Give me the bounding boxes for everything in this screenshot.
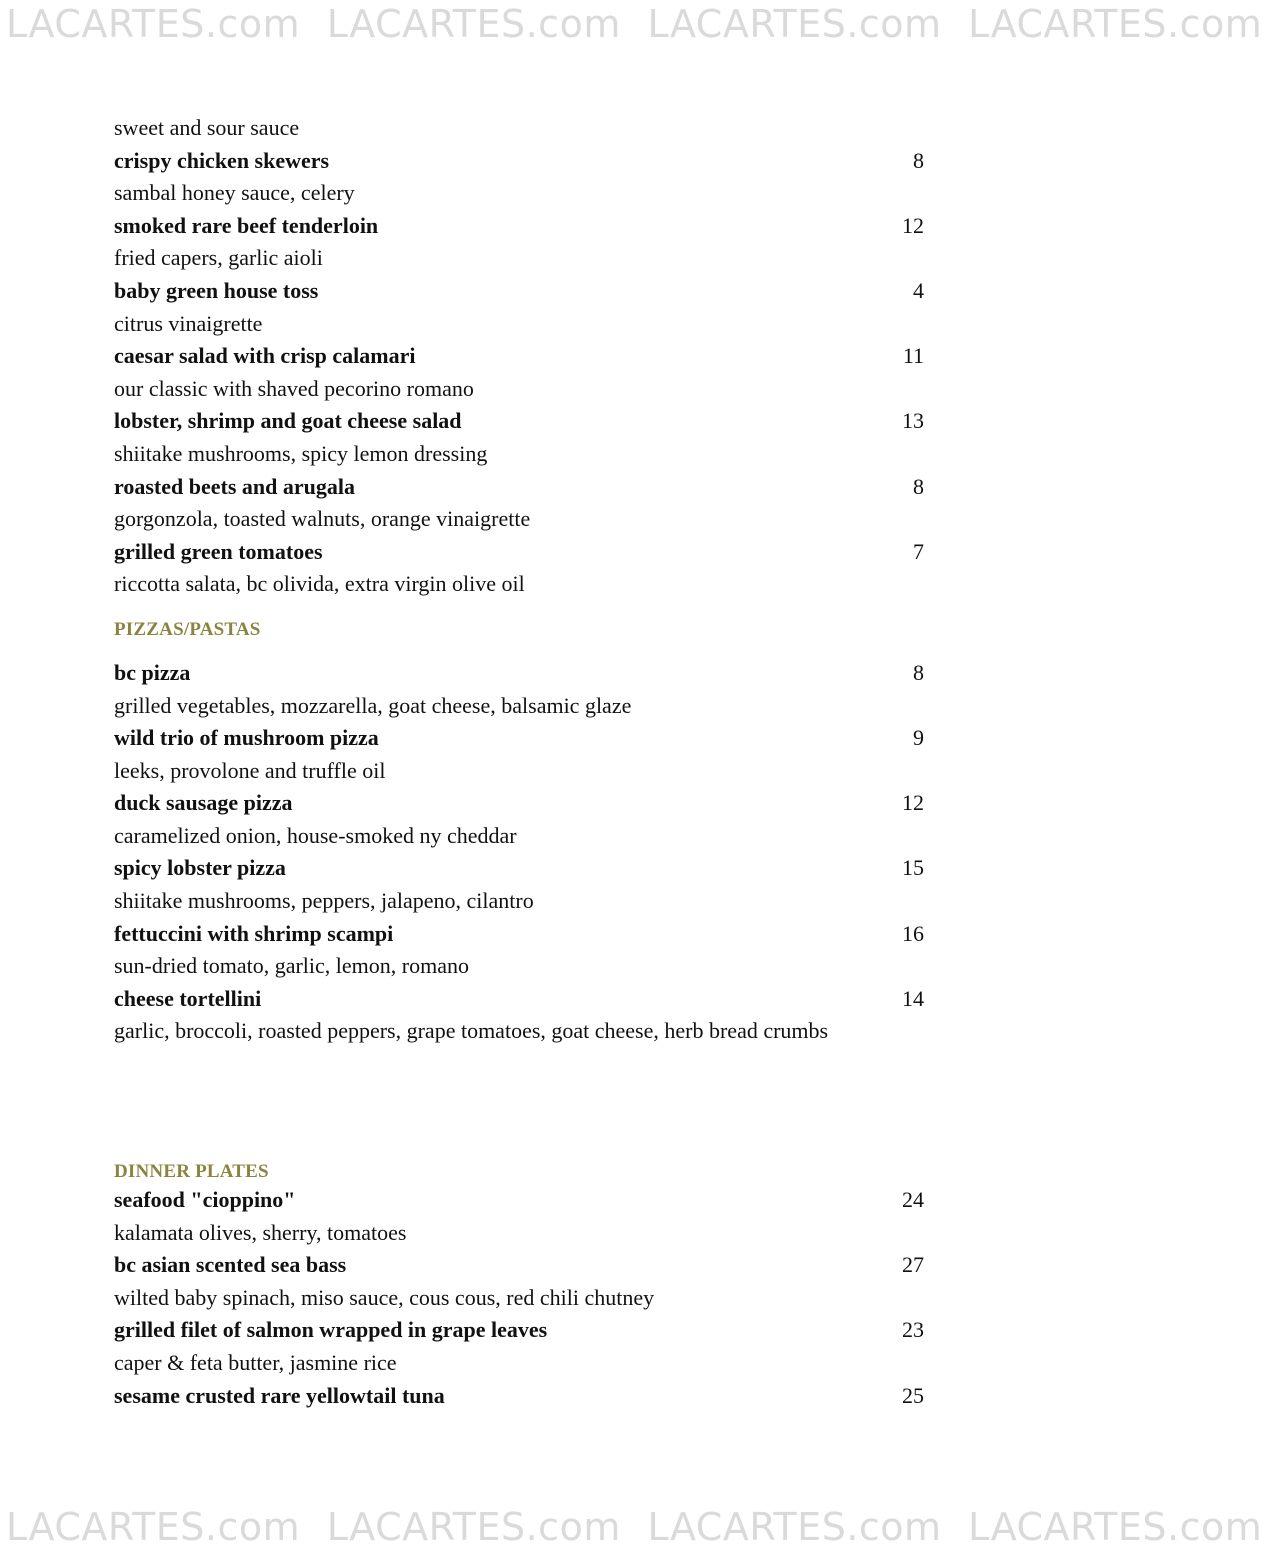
item-price: 14	[902, 985, 924, 1011]
item-price: 4	[913, 277, 924, 303]
menu-item	[114, 657, 924, 690]
watermark-text: LACARTES.com	[968, 2, 1263, 46]
starters-section	[114, 145, 924, 601]
item-description: caramelized onion, house-smoked ny cheddar	[114, 822, 517, 848]
item-description: sambal honey sauce, celery	[114, 180, 355, 206]
item-name: cheese tortellini	[114, 985, 262, 1011]
item-description: our classic with shaved pecorino romano	[114, 375, 474, 401]
watermark-text: LACARTES.com	[968, 1505, 1263, 1549]
item-price: 25	[902, 1382, 924, 1408]
item-description: grilled vegetables, mozzarella, goat cheese, balsamic glaze	[114, 692, 632, 718]
item-name: smoked rare beef tenderloin	[114, 212, 379, 238]
pizzas-section	[114, 657, 924, 1048]
menu-item	[114, 471, 924, 504]
watermark-top	[6, 2, 1263, 52]
item-price: 12	[902, 212, 924, 238]
menu-item	[114, 340, 924, 373]
item-name: sesame crusted rare yellowtail tuna	[114, 1382, 445, 1408]
menu-item	[114, 918, 924, 951]
menu-item	[114, 852, 924, 885]
menu-item	[114, 275, 924, 308]
menu-item	[114, 1380, 924, 1413]
menu-item	[114, 210, 924, 243]
menu-item	[114, 1314, 924, 1347]
item-price: 8	[913, 659, 924, 685]
item-price: 13	[902, 408, 924, 434]
item-price: 15	[902, 855, 924, 881]
item-description: riccotta salata, bc olivida, extra virgin olive oil	[114, 571, 525, 597]
menu-item	[114, 536, 924, 569]
menu-item	[114, 145, 924, 178]
menu-item	[114, 405, 924, 438]
item-description: caper & feta butter, jasmine rice	[114, 1350, 397, 1375]
watermark-text: LACARTES.com	[647, 1505, 942, 1549]
item-price: 23	[902, 1317, 924, 1343]
menu-item	[114, 983, 924, 1016]
item-description: wilted baby spinach, miso sauce, cous cous, red chili chutney	[114, 1284, 655, 1310]
item-name: grilled filet of salmon wrapped in grape leaves	[114, 1317, 548, 1343]
watermark-text: LACARTES.com	[647, 2, 942, 46]
item-description: sweet and sour sauce	[114, 115, 300, 140]
item-price: 8	[913, 147, 924, 173]
item-description: gorgonzola, toasted walnuts, orange vinaigrette	[114, 506, 531, 532]
item-price: 11	[902, 343, 924, 369]
watermark-text: LACARTES.com	[6, 1505, 301, 1549]
item-name: bc asian scented sea bass	[114, 1252, 347, 1278]
menu-item	[114, 722, 924, 755]
menu-item	[114, 1184, 924, 1217]
item-description: garlic, broccoli, roasted peppers, grape tomatoes, goat cheese, herb bread crumbs	[114, 1018, 829, 1044]
menu-page	[114, 112, 924, 1412]
item-description: shiitake mushrooms, spicy lemon dressing	[114, 440, 488, 466]
item-name: duck sausage pizza	[114, 790, 293, 816]
dinner-section	[114, 1184, 924, 1412]
item-name: spicy lobster pizza	[114, 855, 286, 881]
watermark-text: LACARTES.com	[326, 1505, 621, 1549]
section-title-pizzas-pastas: PIZZAS/PASTAS	[114, 618, 261, 640]
item-name: crispy chicken skewers	[114, 147, 330, 173]
item-price: 12	[902, 790, 924, 816]
item-price: 24	[902, 1187, 924, 1213]
item-price: 9	[913, 725, 924, 751]
menu-item	[114, 787, 924, 820]
item-description: shiitake mushrooms, peppers, jalapeno, cilantro	[114, 888, 534, 914]
item-price: 16	[902, 920, 924, 946]
section-title-dinner-plates: DINNER PLATES	[114, 1161, 269, 1183]
item-description: citrus vinaigrette	[114, 310, 263, 336]
item-description: kalamata olives, sherry, tomatoes	[114, 1219, 407, 1245]
item-name: seafood "cioppino"	[114, 1187, 296, 1213]
menu-item	[114, 1249, 924, 1282]
watermark-text: LACARTES.com	[326, 2, 621, 46]
item-name: roasted beets and arugala	[114, 473, 355, 499]
item-name: wild trio of mushroom pizza	[114, 725, 379, 751]
watermark-text: LACARTES.com	[6, 2, 301, 46]
item-price: 7	[913, 538, 924, 564]
item-description: sun-dried tomato, garlic, lemon, romano	[114, 953, 469, 979]
item-price: 27	[902, 1252, 924, 1278]
item-name: caesar salad with crisp calamari	[114, 343, 416, 369]
item-name: bc pizza	[114, 659, 191, 685]
item-name: baby green house toss	[114, 277, 319, 303]
item-name: fettuccini with shrimp scampi	[114, 920, 394, 946]
item-name: lobster, shrimp and goat cheese salad	[114, 408, 462, 434]
item-name: grilled green tomatoes	[114, 538, 323, 564]
item-price: 8	[913, 473, 924, 499]
item-description: fried capers, garlic aioli	[114, 245, 323, 271]
item-description: leeks, provolone and truffle oil	[114, 757, 386, 783]
watermark-bottom	[6, 1505, 1263, 1555]
